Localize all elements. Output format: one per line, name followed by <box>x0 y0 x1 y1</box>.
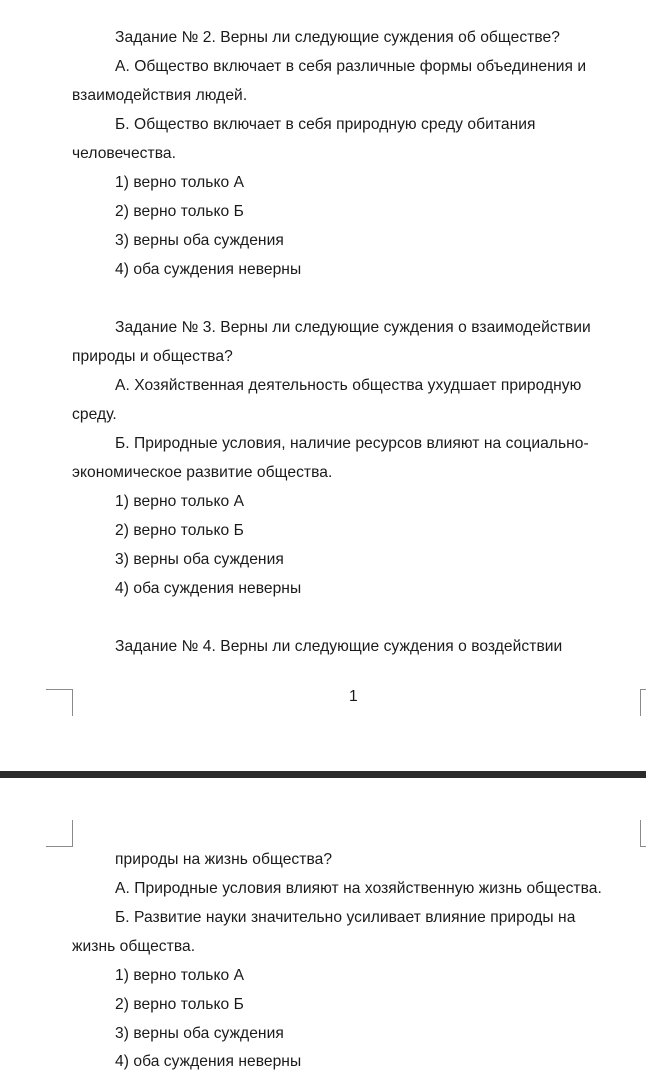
question-3-statement-a: А. Хозяйственная деятельность общества ухудшает природную <box>115 377 582 394</box>
question-2-option-2: 2) верно только Б <box>115 203 244 220</box>
question-3-option-2: 2) верно только Б <box>115 522 244 539</box>
question-4-option-3: 3) верны оба суждения <box>115 1025 284 1042</box>
question-3-statement-a-cont: среду. <box>72 406 117 423</box>
question-4-title-cont: природы на жизнь общества? <box>115 851 333 868</box>
margin-corner-mark <box>640 820 646 847</box>
question-4-statement-b: Б. Развитие науки значительно усиливает влияние природы на <box>115 909 576 926</box>
question-4-title: Задание № 4. Верны ли следующие суждения о воздействии <box>115 638 563 655</box>
question-4-option-1: 1) верно только А <box>115 967 245 984</box>
question-3-option-3: 3) верны оба суждения <box>115 551 284 568</box>
margin-corner-mark <box>46 689 73 716</box>
question-2-title: Задание № 2. Верны ли следующие суждения об обществе? <box>115 29 560 46</box>
question-3-title: Задание № 3. Верны ли следующие суждения о взаимодействии <box>115 319 591 336</box>
margin-corner-mark <box>640 689 646 716</box>
question-2-option-4: 4) оба суждения неверны <box>115 261 302 278</box>
page-number: 1 <box>349 688 358 705</box>
question-2-statement-a-cont: взаимодействия людей. <box>72 87 248 104</box>
question-3-option-1: 1) верно только А <box>115 493 245 510</box>
question-4-statement-a: А. Природные условия влияют на хозяйственную жизнь общества. <box>115 880 602 897</box>
page-break-separator <box>0 771 646 778</box>
question-3-statement-b-cont: экономическое развитие общества. <box>72 464 333 481</box>
question-4-option-4: 4) оба суждения неверны <box>115 1053 302 1070</box>
question-3-statement-b: Б. Природные условия, наличие ресурсов влияют на социально- <box>115 435 589 452</box>
question-2-statement-b: Б. Общество включает в себя природную среду обитания <box>115 116 536 133</box>
margin-corner-mark <box>46 820 73 847</box>
question-3-title-cont: природы и общества? <box>72 348 233 365</box>
question-2-option-1: 1) верно только А <box>115 174 245 191</box>
question-3-option-4: 4) оба суждения неверны <box>115 580 302 597</box>
question-4-statement-b-cont: жизнь общества. <box>72 938 196 955</box>
question-2-statement-b-cont: человечества. <box>72 145 176 162</box>
question-2-statement-a: А. Общество включает в себя различные формы объединения и <box>115 58 587 75</box>
question-4-option-2: 2) верно только Б <box>115 996 244 1013</box>
question-2-option-3: 3) верны оба суждения <box>115 232 284 249</box>
